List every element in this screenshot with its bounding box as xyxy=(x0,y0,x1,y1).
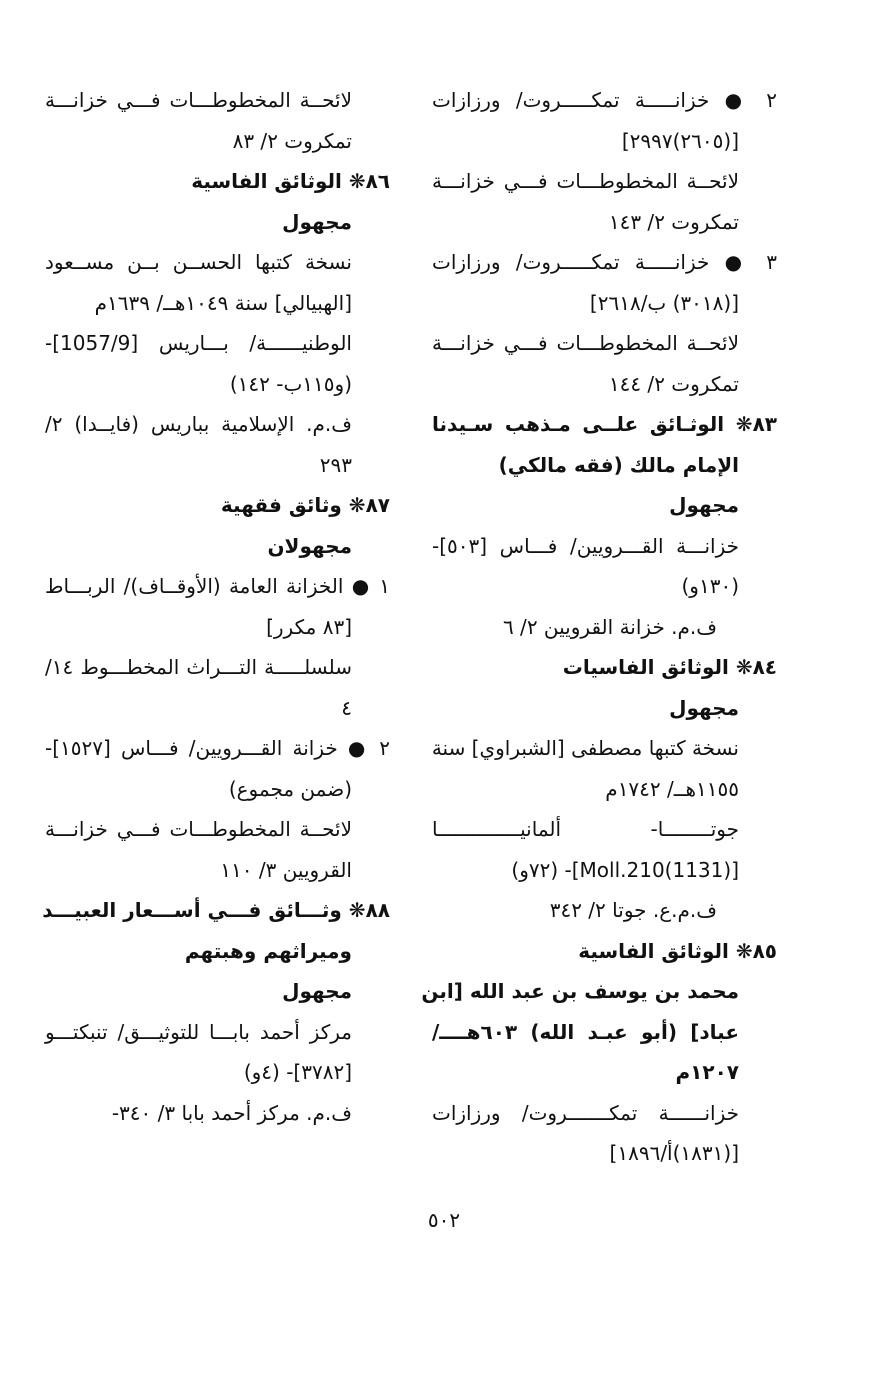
right-column-line: ١١٥٥هــ/ ١٧٤٢م xyxy=(605,776,739,801)
left-column-line: ٢٩٣ xyxy=(319,452,352,477)
right-column-line: خزانــــــة تمكـــــــروت/ ورزازات xyxy=(432,1100,739,1125)
left-column-line: مجهول xyxy=(282,979,352,1003)
left-column-line: تمكروت ٢/ ٨٣ xyxy=(232,128,352,153)
left-column-line: لائحــة المخطوطـــات فـــي خزانـــة xyxy=(45,817,352,841)
left-column-line: القرويين ٣/ ١١٠ xyxy=(220,857,352,882)
right-column-line: ١٢٠٧م xyxy=(675,1060,739,1084)
right-column-line: [(٣٠١٨) ب/٢٦١٨] xyxy=(589,290,739,315)
right-column-line: تمكروت ٢/ ١٤٣ xyxy=(608,209,739,234)
right-column-line: ٢ ● خزانـــــة تمكـــــروت/ ورزازات xyxy=(432,88,777,112)
right-column-line: [(1131)Moll.210]- (٧٢و) xyxy=(511,857,739,882)
right-column-line: لائحــة المخطوطـــات فـــي خزانـــة xyxy=(432,331,739,355)
right-column-line: [(٢٦٠٥)٢٩٩٧] xyxy=(621,128,739,153)
right-column-line: عباد] (أبو عبـد الله) ٦٠٣هــــ/ xyxy=(432,1019,739,1044)
left-column-line: ف.م. الإسلامية بباريس (فايــدا) ٢/ xyxy=(45,412,352,436)
right-column-line: تمكروت ٢/ ١٤٤ xyxy=(608,371,739,396)
right-column-line: محمد بن يوسف بن عبد الله [ابن xyxy=(421,979,739,1003)
left-column-line: ف.م. مركز أحمد بابا ٣/ ٣٤٠- xyxy=(111,1100,352,1125)
right-column-line: مجهول xyxy=(669,493,739,517)
left-column-line: الوطنيــــــة/ بـــاريس [1057/9]- xyxy=(45,331,352,355)
left-column-line: سلسلـــــة التـــراث المخطـــوط ١٤/ xyxy=(45,655,352,679)
right-column-line: ٨٥❋ الوثائق الفاسية xyxy=(578,938,777,963)
right-column-line: جوتــــــــا- ألمانيــــــــــــــا xyxy=(432,817,739,841)
left-column-line: لائحــة المخطوطـــات فـــي خزانـــة xyxy=(45,88,352,112)
right-column-line: الإمام مالك (فقه مالكي) xyxy=(498,452,739,477)
right-column-line: ٣ ● خزانـــــة تمكـــــروت/ ورزازات xyxy=(432,250,777,274)
left-column xyxy=(42,80,390,1133)
right-column-line: [(١٨٣١)أ/١٨٩٦] xyxy=(609,1141,739,1165)
left-column-line: وميراثهم وهبتهم xyxy=(184,938,352,963)
left-column-line: [٣٧٨٢]- (٤و) xyxy=(243,1060,352,1084)
right-column-line: مجهول xyxy=(669,695,739,720)
right-column-line: (١٣٠و) xyxy=(681,574,739,598)
left-column-line: ١ ● الخزانة العامة (الأوقــاف)/ الربـــاط xyxy=(45,574,390,598)
left-column-line: ٢ ● خزانة القـــرويين/ فـــاس [١٥٢٧]- xyxy=(45,736,390,760)
right-column-line: ف.م. خزانة القرويين ٢/ ٦ xyxy=(502,614,717,639)
right-column-line: نسخة كتبها مصطفى [الشبراوي] سنة xyxy=(431,736,739,760)
right-column-line: ف.م.ع. جوتا ٢/ ٣٤٢ xyxy=(549,898,717,922)
left-column-line: مجهول xyxy=(282,209,352,234)
left-column-line: ٨٧❋ وثائق فقهية xyxy=(220,493,390,517)
page-number: ٥٠٢ xyxy=(427,1208,461,1232)
left-column-line: [٨٣ مكرر] xyxy=(266,614,352,639)
right-column-line: ٨٤❋ الوثائق الفاسيات xyxy=(562,655,777,679)
left-column-line: مجهولان xyxy=(267,533,352,558)
right-column-line: خزانـــة القـــرويين/ فـــاس [٥٠٣]- xyxy=(432,533,739,558)
left-column-line: [الهبيالي] سنة ١٠٤٩هــ/ ١٦٣٩م xyxy=(94,290,352,315)
left-column-line: ٨٦❋ الوثائق الفاسية xyxy=(191,169,390,193)
left-column-line: (ضمن مجموع) xyxy=(228,776,352,801)
right-column xyxy=(421,80,777,1174)
left-column-line: مركز أحمد بابـــا للتوثيـــق/ تنبكتـــو xyxy=(45,1019,352,1044)
left-column-line: ٤ xyxy=(341,695,352,720)
left-column-line: (و١١٥ب- ١٤٢) xyxy=(229,371,352,396)
right-column-line: لائحــة المخطوطـــات فـــي خزانـــة xyxy=(432,169,739,193)
left-column-line: ٨٨❋ وثـــائق فـــي أســـعار العبيـــد xyxy=(42,898,390,922)
left-column-line: نسخة كتبها الحســن بــن مســعود xyxy=(45,250,352,274)
right-column-line: ٨٣❋ الوثـائق علــى مـذهب سـيدنا xyxy=(432,412,777,436)
